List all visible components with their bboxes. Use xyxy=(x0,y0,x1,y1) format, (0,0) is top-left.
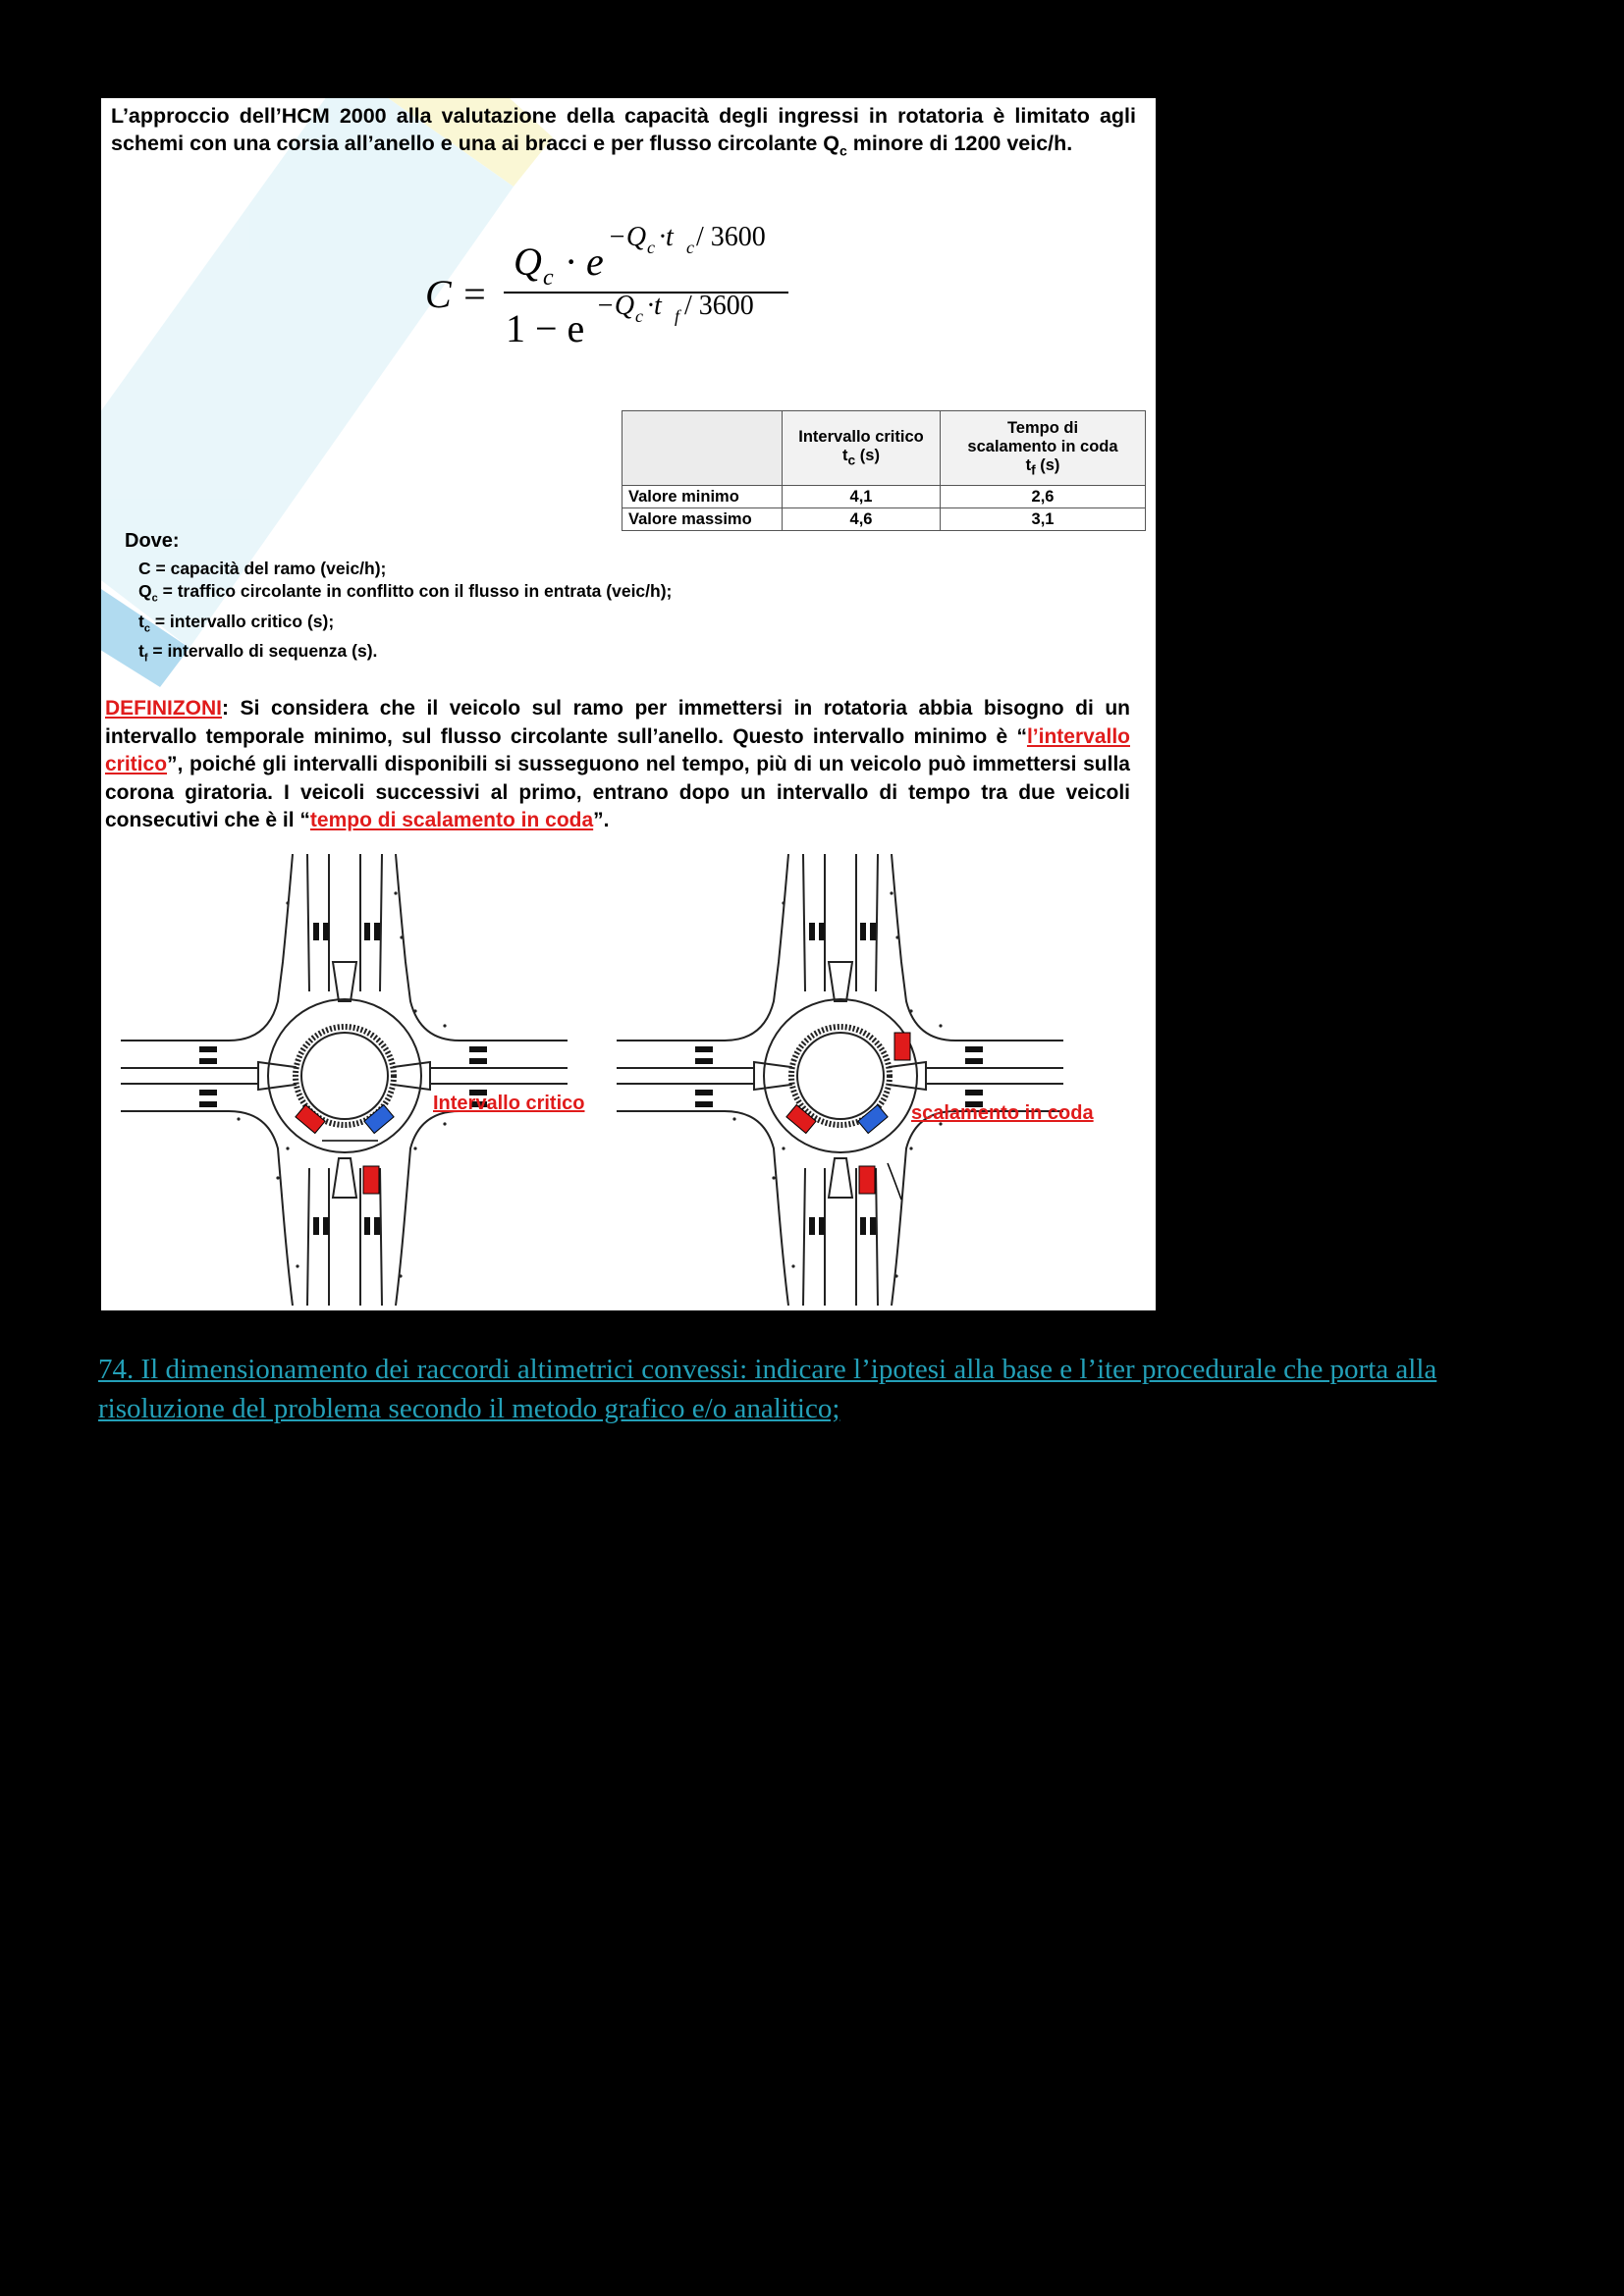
list-item: $t_c$ = intervallo critico (s); xyxy=(138,611,335,634)
table-corner xyxy=(623,411,783,486)
formula-lhs: C = xyxy=(425,272,488,316)
label-scalamento-in-coda: scalamento in coda xyxy=(911,1102,1094,1124)
red-car-ring xyxy=(894,1033,910,1060)
red-car-entry xyxy=(363,1166,379,1194)
svg-text:c: c xyxy=(686,238,694,257)
intro-paragraph: L’approccio dell’HCM 2000 alla valutazione della capacità degli ingressi in rotatoria è limitato agli schemi con una corsia all’anello e una ai bracci e per flusso circolante $Q_c$ minore di 1200 veic/h. xyxy=(111,104,1136,159)
parameters-table xyxy=(622,410,1146,531)
svg-text:·: · xyxy=(565,240,578,284)
svg-text:e: e xyxy=(586,240,604,284)
table-row: Valore minimo 4,1 2,6 xyxy=(623,486,1146,508)
question-heading[interactable]: 74. Il dimensionamento dei raccordi altimetrici convessi: indicare l’ipotesi alla base e l’iter procedurale che porta alla risoluzione del problema secondo il metodo grafico e/o analitico; xyxy=(98,1354,1437,1424)
svg-text:c: c xyxy=(635,306,643,326)
list-item: $Q_c$ = traffico circolante in conflitto con il flusso in entrata (veic/h); xyxy=(138,581,673,605)
diagram-scalamento-in-coda xyxy=(617,854,1094,1306)
svg-text:/ 3600: / 3600 xyxy=(696,222,766,252)
svg-text:c: c xyxy=(647,238,655,257)
svg-text:·t: ·t xyxy=(659,222,674,252)
svg-text:f: f xyxy=(675,306,680,326)
svg-text:c: c xyxy=(543,265,554,291)
table-row: Valore massimo 4,6 3,1 xyxy=(623,508,1146,531)
list-item: $t_f$ = intervallo di sequenza (s). xyxy=(138,641,378,665)
formula-num-q: Q xyxy=(514,240,542,284)
roundabout-diagrams xyxy=(121,854,1142,1306)
definizioni-label: DEFINIZONI xyxy=(105,697,222,720)
header-intervallo-critico: Intervallo critico $t_c$ (s) xyxy=(783,411,941,486)
dove-heading: Dove: xyxy=(125,530,180,552)
header-tempo-scalamento: Tempo di scalamento in coda $t_f$ (s) xyxy=(941,411,1146,486)
svg-text:·t: ·t xyxy=(647,291,662,321)
label-intervallo-critico: Intervallo critico xyxy=(433,1093,585,1114)
link-intervallo-critico: l’intervallo critico xyxy=(105,724,1130,775)
svg-text:/ 3600: / 3600 xyxy=(684,291,754,321)
svg-text:−Q: −Q xyxy=(596,291,635,321)
svg-text:−Q: −Q xyxy=(608,222,647,252)
red-car-entry xyxy=(859,1166,875,1194)
list-item: C = capacità del ramo (veic/h); xyxy=(138,559,387,578)
document-page xyxy=(101,98,1156,1310)
queue-arrow xyxy=(888,1163,901,1200)
link-tempo-scalamento: tempo di scalamento in coda xyxy=(309,809,594,831)
formula-denominator: 1 − e xyxy=(506,306,585,350)
definizioni-paragraph: DEFINIZONI: Si considera che il veicolo sul ramo per immettersi in rotatoria abbia bisogno di un intervallo temporale minimo, sul flusso circolante sull’anello. Questo intervallo minimo è “l’intervallo critico”, poiché gli intervalli disponibili si susseguono nel tempo, più di un veicolo può immettersi sulla corona giratoria. I veicoli successivi al primo, entrano dopo un intervallo di tempo tra due veicoli consecutivi che è il “tempo di scalamento in coda”. xyxy=(105,697,1130,831)
diagram-intervallo-critico xyxy=(121,854,585,1306)
definitions-list xyxy=(138,558,672,670)
